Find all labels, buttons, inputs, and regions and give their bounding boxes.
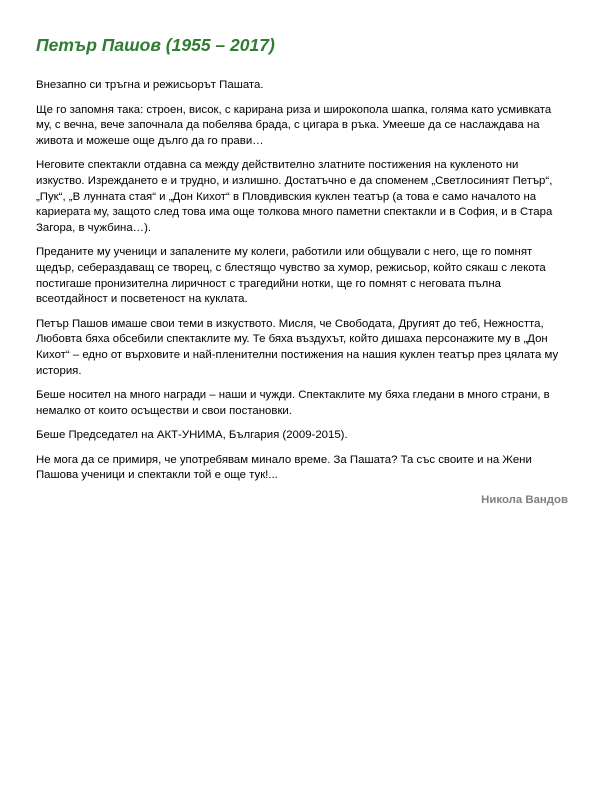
article-paragraph-1: Внезапно си тръгна и режисьорът Пашата. bbox=[36, 79, 264, 91]
author-signature: Никола Вандов bbox=[481, 494, 568, 507]
article-paragraph-5: Петър Пашов имаше свои теми в изкуството. Мисля, че Свободата, Другият до теб, Нежността, Любовта бяха обсебили спектаклите му. Те бяха въздухът, който дишаха персонажите му в „Дон Кихот“ – едно от върховите и най-пленителни постижения на нашия куклен театър през цялата му история. bbox=[36, 317, 559, 377]
article-body bbox=[36, 78, 568, 484]
article-paragraph-2: Ще го запомня така: строен, висок, с карирана риза и широкопола шапка, голяма като усмивката му, с вечна, вече започнала да побелява брада, с цигара в ръка. Умееше да се наслаждава на живота и можеше още дълго да го прави… bbox=[36, 103, 552, 147]
article-title: Петър Пашов (1955 – 2017) bbox=[36, 35, 275, 55]
article-paragraph-7: Беше Председател на АКТ-УНИМА, България (2009-2015). bbox=[36, 429, 348, 442]
article-paragraph-6: Беше носител на много награди – наши и чужди. Спектаклите му бяха гледани в много страни, в немалко от които осъществи и свои постановки. bbox=[36, 389, 550, 417]
document-page bbox=[36, 0, 568, 508]
article-paragraph-8: Не мога да се примиря, че употребявам минало време. За Пашата? Та със своите и на Жени Пашова ученици и спектакли той е още тук!... bbox=[36, 453, 532, 482]
article-paragraph-4: Преданите му ученици и запалените му колеги, работили или общували с него, ще го помнят щедър, себераздаващ се творец, с блестящо чувство за хумор, режисьор, който сякаш с лекота постигаше пронизителна лиричност с трагедийни нотки, ще го помнят с неговата пълна всеотдайност и посветеност на куклата. bbox=[36, 246, 546, 306]
article-paragraph-3: Неговите спектакли отдавна са между действително златните постижения на кукленото ни изкуство. Изреждането е и трудно, и излишно. Достатъчно е да споменем „Светлосиният Петър“, „Пук“, „В лунната стая“ и „Дон Кихот“ в Пловдивския куклен театър (а това е само началото на кариерата му, защото след това има още толкова много паметни спектакли и в София, и в Стара Загора, в чужбина…). bbox=[36, 159, 553, 234]
